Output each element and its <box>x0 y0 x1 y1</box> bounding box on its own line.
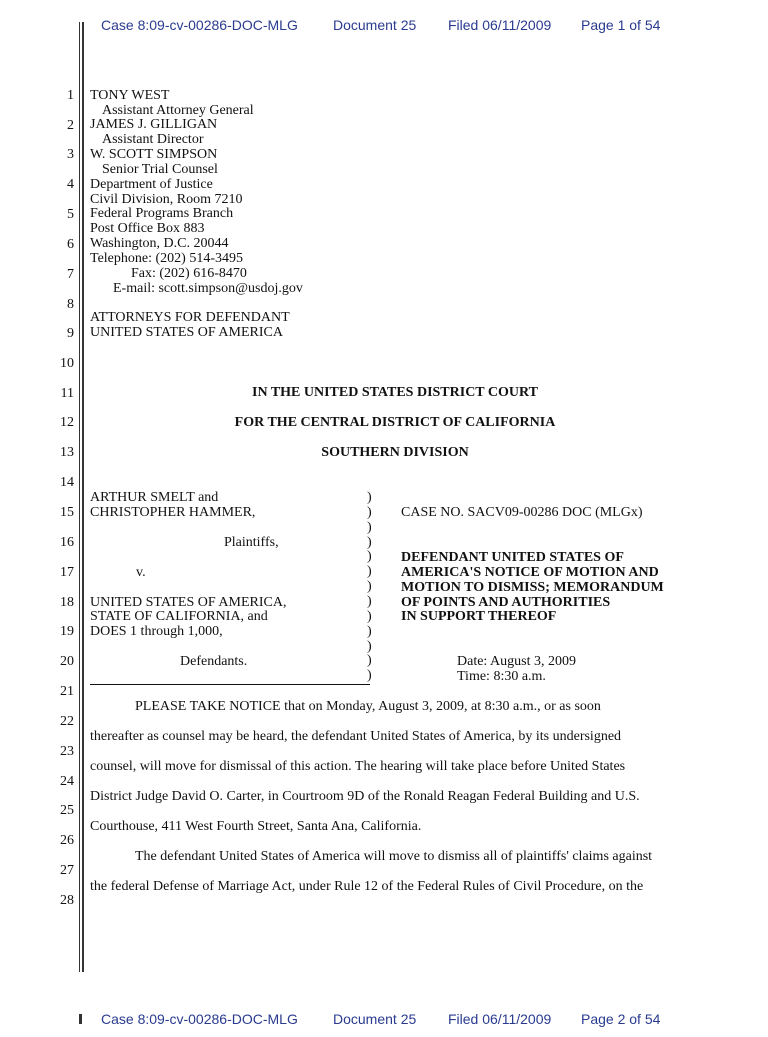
line-number: 2 <box>67 118 74 133</box>
address-line: Post Office Box 883 <box>90 221 205 236</box>
caption-paren: ) <box>367 564 372 580</box>
document-number: Document 25 <box>333 17 417 33</box>
line-number: 1 <box>67 88 74 103</box>
line-number: 17 <box>60 565 74 580</box>
plaintiffs-label: Plaintiffs, <box>224 535 279 550</box>
line-number: 9 <box>67 326 74 341</box>
court-district: FOR THE CENTRAL DISTRICT OF CALIFORNIA <box>234 415 556 430</box>
caption-paren: ) <box>367 593 372 609</box>
filed-date: Filed 06/11/2009 <box>448 1011 552 1027</box>
line-number: 15 <box>60 505 74 520</box>
case-no: CASE NO. SACV09-00286 DOC (MLGx) <box>401 505 643 520</box>
page-header <box>0 17 768 43</box>
case-number: Case 8:09-cv-00286-DOC-MLG <box>101 1011 298 1027</box>
address-line: Department of Justice <box>90 177 213 192</box>
fax: Fax: (202) 616-8470 <box>131 266 247 281</box>
caption-paren: ) <box>367 653 372 669</box>
line-number: 26 <box>60 833 74 848</box>
caption-paren: ) <box>367 638 372 654</box>
caption-paren: ) <box>367 668 372 684</box>
document-title: AMERICA'S NOTICE OF MOTION AND <box>401 565 659 580</box>
attorneys-for: ATTORNEYS FOR DEFENDANT <box>90 310 290 325</box>
page-indicator: Page 1 of 54 <box>581 17 661 33</box>
line-number: 21 <box>60 684 74 699</box>
line-number: 13 <box>60 445 74 460</box>
line-number: 3 <box>67 147 74 162</box>
margin-line-right <box>82 22 84 972</box>
defendant-name: UNITED STATES OF AMERICA, <box>90 595 287 610</box>
line-number: 28 <box>60 893 74 908</box>
counsel-title: Assistant Attorney General <box>102 103 254 118</box>
line-number: 4 <box>67 177 74 192</box>
line-number: 6 <box>67 237 74 252</box>
document-number: Document 25 <box>333 1011 417 1027</box>
attorneys-for: UNITED STATES OF AMERICA <box>90 325 283 340</box>
margin-line-left <box>79 22 80 972</box>
line-number: 8 <box>67 297 74 312</box>
paragraph-line: District Judge David O. Carter, in Courtroom 9D of the Ronald Reagan Federal Building and U.S. <box>90 789 640 804</box>
paragraph-line: Courthouse, 411 West Fourth Street, Santa Ana, California. <box>90 819 422 834</box>
line-number: 16 <box>60 535 74 550</box>
email: E-mail: scott.simpson@usdoj.gov <box>113 281 303 296</box>
court-name: IN THE UNITED STATES DISTRICT COURT <box>252 385 538 400</box>
caption-paren: ) <box>367 579 372 595</box>
defendant-name: DOES 1 through 1,000, <box>90 624 223 639</box>
case-number: Case 8:09-cv-00286-DOC-MLG <box>101 17 298 33</box>
document-title: DEFENDANT UNITED STATES OF <box>401 550 624 565</box>
counsel-name: TONY WEST <box>90 88 170 103</box>
next-page-header <box>0 1011 768 1037</box>
paragraph-line: The defendant United States of America will move to dismiss all of plaintiffs' claims against <box>135 849 653 864</box>
paragraph-line: the federal Defense of Marriage Act, under Rule 12 of the Federal Rules of Civil Procedure, on the <box>90 879 644 894</box>
counsel-name: W. SCOTT SIMPSON <box>90 147 218 162</box>
document-title: IN SUPPORT THEREOF <box>401 609 557 624</box>
versus: v. <box>136 565 146 580</box>
caption-paren: ) <box>367 608 372 624</box>
line-number: 27 <box>60 863 74 878</box>
paragraph-line: counsel, will move for dismissal of this action. The hearing will take place before United States <box>90 759 626 774</box>
line-number: 5 <box>67 207 74 222</box>
plaintiff-name: CHRISTOPHER HAMMER, <box>90 505 256 520</box>
line-number: 7 <box>67 267 74 282</box>
counsel-name: JAMES J. GILLIGAN <box>90 117 218 132</box>
defendant-name: STATE OF CALIFORNIA, and <box>90 609 268 624</box>
filed-date: Filed 06/11/2009 <box>448 17 552 33</box>
line-number: 12 <box>60 415 74 430</box>
line-number: 22 <box>60 714 74 729</box>
caption-paren: ) <box>367 504 372 520</box>
line-number: 24 <box>60 774 74 789</box>
line-number: 11 <box>60 386 74 401</box>
caption-underline <box>90 684 370 685</box>
address-line: Washington, D.C. 20044 <box>90 236 229 251</box>
caption-paren: ) <box>367 534 372 550</box>
line-number: 25 <box>60 803 74 818</box>
line-number: 10 <box>60 356 74 371</box>
line-number: 14 <box>60 475 74 490</box>
telephone: Telephone: (202) 514-3495 <box>90 251 243 266</box>
hearing-time: Time: 8:30 a.m. <box>457 669 546 684</box>
address-line: Civil Division, Room 7210 <box>90 192 243 207</box>
paragraph-line: thereafter as counsel may be heard, the defendant United States of America, by its undersigned <box>90 729 622 744</box>
document-title: MOTION TO DISMISS; MEMORANDUM <box>401 580 664 595</box>
line-number: 20 <box>60 654 74 669</box>
counsel-title: Assistant Director <box>102 132 204 147</box>
plaintiff-name: ARTHUR SMELT and <box>90 490 219 505</box>
court-division: SOUTHERN DIVISION <box>321 445 469 460</box>
caption-paren: ) <box>367 519 372 535</box>
hearing-date: Date: August 3, 2009 <box>457 654 576 669</box>
address-line: Federal Programs Branch <box>90 206 234 221</box>
line-number: 19 <box>60 624 74 639</box>
line-number: 18 <box>60 595 74 610</box>
caption-paren: ) <box>367 623 372 639</box>
page-indicator: Page 2 of 54 <box>581 1011 661 1027</box>
caption-paren: ) <box>367 490 372 505</box>
line-number: 23 <box>60 744 74 759</box>
defendants-label: Defendants. <box>180 654 248 669</box>
caption-paren: ) <box>367 549 372 565</box>
counsel-title: Senior Trial Counsel <box>102 162 218 177</box>
paragraph-line: PLEASE TAKE NOTICE that on Monday, August 3, 2009, at 8:30 a.m., or as soon <box>135 699 601 714</box>
document-title: OF POINTS AND AUTHORITIES <box>401 595 611 610</box>
